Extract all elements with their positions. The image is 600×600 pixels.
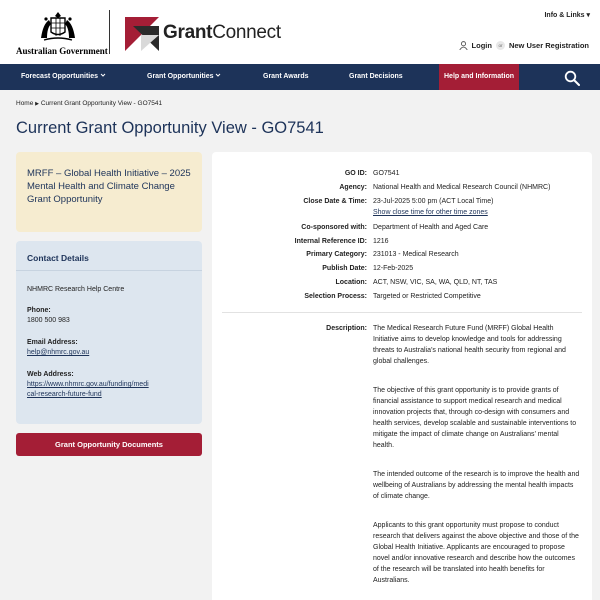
close-date-value-block — [373, 196, 581, 218]
user-icon — [459, 41, 468, 50]
nav-forecast-opportunities[interactable] — [21, 64, 106, 90]
caret-right-icon: ▶ — [35, 101, 40, 107]
grant-opportunity-documents-button[interactable]: Grant Opportunity Documents — [16, 433, 202, 456]
co-sponsored-label: Co-sponsored with: — [301, 224, 367, 231]
chevron-down-icon — [215, 72, 221, 78]
internal-ref-label: Internal Reference ID: — [294, 238, 367, 245]
agency-label: Agency: — [339, 184, 367, 191]
opportunity-title-box — [16, 152, 202, 232]
web-label: Web Address: — [27, 371, 74, 378]
co-sponsored-value: Department of Health and Aged Care — [373, 224, 489, 231]
phone-value: 1800 500 983 — [27, 317, 70, 324]
internal-ref-value: 1216 — [373, 238, 389, 245]
login-link[interactable]: Login — [471, 41, 492, 50]
nav-help-and-information[interactable]: Help and Information — [439, 64, 519, 90]
close-date-value: 23-Jul-2025 5:00 pm (ACT Local Time) — [373, 198, 494, 205]
contact-heading: Contact Details — [27, 253, 89, 263]
info-links-menu[interactable] — [544, 11, 590, 19]
location-value: ACT, NSW, VIC, SA, WA, QLD, NT, TAS — [373, 279, 498, 286]
other-timezones-link[interactable]: Show close time for other time zones — [373, 209, 488, 216]
user-links — [459, 41, 589, 50]
brand-bold: Grant — [163, 22, 213, 43]
web-link-line-2[interactable]: cal-research-future-fund — [27, 391, 102, 398]
info-links-label: Info & Links — [544, 12, 585, 19]
nav-label: Forecast Opportunities — [21, 73, 99, 80]
breadcrumb-home[interactable]: Home — [16, 100, 34, 107]
description-paragraph: The intended outcome of the research is to improve the health and wellbeing of Australians by addressing the mental health impacts of climate change. — [373, 471, 580, 500]
site-header — [0, 0, 600, 64]
brand-rest: Connect — [212, 22, 281, 43]
australian-coat-of-arms-icon — [38, 10, 78, 44]
breadcrumb-current: Current Grant Opportunity View - GO7541 — [40, 100, 163, 107]
contact-org: NHMRC Research Help Centre — [27, 286, 125, 293]
opportunity-title: MRFF – Global Health Initiative – 2025 Mental Health and Climate Change Grant Opportunity — [27, 168, 191, 205]
nav-label: Grant Opportunities — [147, 73, 214, 80]
opportunity-details-panel — [212, 152, 592, 600]
publish-date-label: Publish Date: — [322, 265, 367, 272]
selection-value: Targeted or Restricted Competitive — [373, 293, 481, 300]
breadcrumb — [16, 100, 162, 107]
description-label: Description: — [326, 325, 367, 332]
chevron-down-icon: ▾ — [586, 12, 590, 19]
contact-details-panel — [16, 241, 202, 424]
grantconnect-wordmark[interactable] — [163, 22, 281, 44]
nav-grant-awards[interactable]: Grant Awards — [263, 73, 309, 80]
description-paragraph: The objective of this grant opportunity is to provide grants of financial assistance to support medical research and medical innovation projects that, through co-design with consumers and health services, develop scalable and sustainable interventions to mitigate the impact of climate change on Australians’ mental health. — [373, 387, 577, 449]
contact-divider — [16, 270, 202, 271]
go-id-label: GO ID: — [344, 170, 367, 177]
category-value: 231013 - Medical Research — [373, 251, 459, 258]
register-link[interactable]: New User Registration — [508, 41, 589, 50]
location-label: Location: — [335, 279, 367, 286]
email-link[interactable]: help@nhmrc.gov.au — [27, 349, 90, 356]
or-separator: or — [496, 41, 505, 50]
main-nav — [0, 64, 600, 90]
nav-grant-opportunities[interactable] — [147, 64, 221, 90]
gov-logo-text: Australian Government — [16, 46, 108, 56]
header-divider — [109, 10, 110, 54]
grantconnect-logo-icon[interactable] — [125, 17, 159, 51]
web-link-line-1[interactable]: https://www.nhmrc.gov.au/funding/medi — [27, 381, 149, 388]
australian-government-logo[interactable] — [16, 10, 108, 56]
nav-grant-decisions[interactable]: Grant Decisions — [349, 73, 403, 80]
agency-value: National Health and Medical Research Council (NHMRC) — [373, 184, 551, 191]
description-paragraph: The Medical Research Future Fund (MRFF) Global Health Initiative aims to develop knowledge and tools for addressing threats to Australia’s national health security from regional and global challenges. — [373, 325, 566, 365]
go-id-value: GO7541 — [373, 170, 400, 177]
category-label: Primary Category: — [306, 251, 367, 258]
close-date-label: Close Date & Time: — [303, 198, 367, 205]
phone-label: Phone: — [27, 307, 51, 314]
description-body — [373, 323, 581, 596]
email-label: Email Address: — [27, 339, 78, 346]
selection-label: Selection Process: — [304, 293, 367, 300]
details-divider — [222, 312, 582, 313]
publish-date-value: 12-Feb-2025 — [373, 265, 414, 272]
search-icon[interactable] — [564, 70, 580, 86]
description-paragraph: Applicants to this grant opportunity must propose to conduct research that delivers against the above objective and those of the Global Health Initiative. Applicants are encouraged to propose novel and/or innovative research and describe how the outcomes of the research will be translated into health benefits for Australians. — [373, 522, 579, 584]
chevron-down-icon — [100, 72, 106, 78]
page-title: Current Grant Opportunity View - GO7541 — [16, 119, 324, 137]
